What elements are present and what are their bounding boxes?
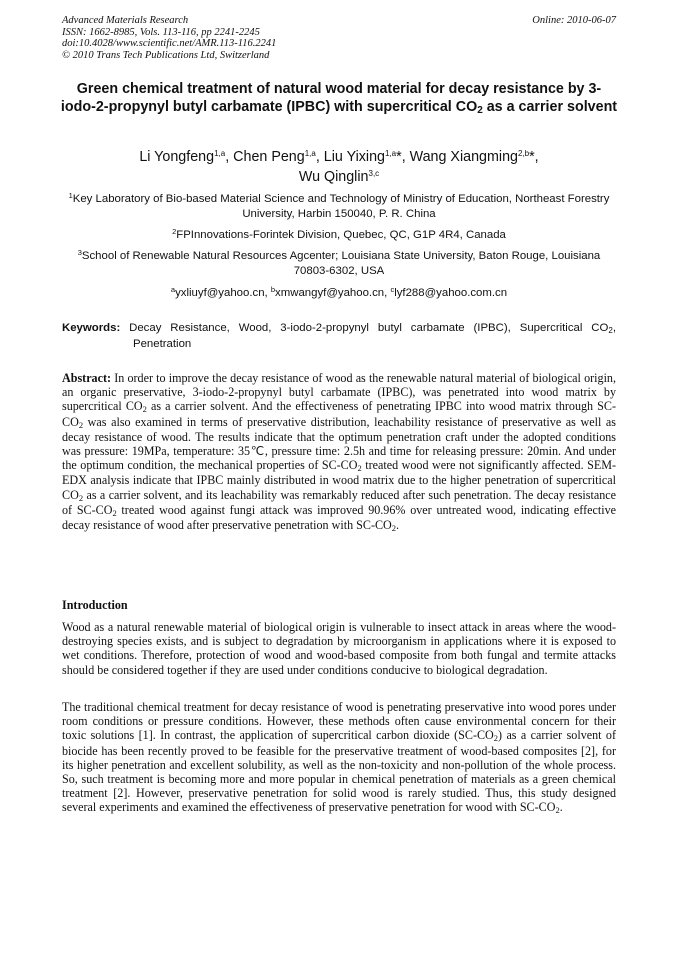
author-affiliation-mark: 2,b <box>517 149 530 158</box>
email-address[interactable]: xmwangyf@yahoo.cn, <box>275 287 391 299</box>
journal-name: Advanced Materials Research <box>62 15 189 26</box>
doi-line: doi:10.4028/www.scientific.net/AMR.113-116.2241 <box>62 38 277 50</box>
subscript: 2 <box>555 805 560 816</box>
online-date: Online: 2010-06-07 <box>532 15 616 26</box>
text-run: as a carrier solvent, and its leachability was remarkably reduced after such penetration. The decay resistance of SC-CO <box>62 487 616 517</box>
text-run: . <box>559 800 563 815</box>
email-address[interactable]: yxliuyf@yahoo.cn, <box>175 287 271 299</box>
author-separator: *, <box>529 149 539 165</box>
subscript: 2 <box>493 733 499 744</box>
affiliation-2 <box>62 228 616 243</box>
affiliation-text: Key Laboratory of Bio-based Material Science and Technology of Ministry of Education, Northeast Forestry University, Harbin 150040, P. R. China <box>72 193 610 221</box>
email-list <box>62 286 616 301</box>
email-address[interactable]: lyf288@yahoo.com.cn <box>394 287 508 299</box>
author-list <box>70 148 608 188</box>
author-name: Wu Qinglin <box>298 169 369 185</box>
text-run: . <box>396 518 400 533</box>
title-subscript: 2 <box>477 104 483 116</box>
affiliation-mark: 2 <box>172 227 177 236</box>
author-name: Chen Peng <box>233 149 305 165</box>
affiliation-text: School of Renewable Natural Resources Agcenter; Louisiana State University, Baton Rouge, Louisiana 70803-6302, USA <box>81 250 601 278</box>
subscript: 2 <box>142 404 147 415</box>
keywords-subscript: 2 <box>608 326 613 335</box>
affiliation-1 <box>62 192 616 222</box>
text-run: treated wood against fungi attack was improved 90.96% over untreated wood, indicating effective decay resistance of wood after preservative penetration with SC-CO <box>62 502 616 533</box>
paragraph-body <box>62 620 616 677</box>
keywords <box>62 321 616 351</box>
subscript: 2 <box>391 523 397 534</box>
keywords-text: Decay Resistance, Wood, 3-iodo-2-propynyl butyl carbamate (IPBC), Supercritical CO <box>120 322 609 334</box>
affiliation-mark: 3 <box>77 248 82 257</box>
subscript: 2 <box>112 507 117 518</box>
text-run: ) as a carrier solvent of biocide has been recently proved to be feasible for the preservative treatment of wood-based composites [2], for its higher penetration and excellent solubility, as well as the non-toxicity and non-pollution of the whole process. So, such treatment is becoming more and more popular in chemical penetration of materials as a green chemical treatment [2]. However, preservative penetration for solid wood is rarely studied. Thus, this study designed several experiments and examined the effectiveness of preservative penetration for wood with SC-CO <box>62 728 616 815</box>
email-mark: a <box>170 285 176 294</box>
subscript: 2 <box>357 463 362 474</box>
keywords-text: , Penetration <box>133 322 616 350</box>
abstract-label: Abstract: <box>62 371 112 385</box>
author-separator: , <box>225 149 234 165</box>
author-name: Li Yongfeng <box>139 149 215 165</box>
subscript: 2 <box>78 419 84 430</box>
author-separator: *, <box>396 149 410 165</box>
introduction-paragraph-2 <box>62 700 616 816</box>
abstract-paragraph <box>62 371 616 533</box>
copyright-line: © 2010 Trans Tech Publications Ltd, Switzerland <box>62 49 270 61</box>
text-run: as a carrier solvent. And the effectiveness of penetrating IPBC into wood matrix through SC-CO <box>62 399 616 429</box>
affiliation-mark: 1 <box>68 191 73 200</box>
title-part-2: as a carrier solvent <box>482 98 618 115</box>
keywords-label: Keywords: <box>62 322 121 334</box>
text-run: treated wood were not significantly affected. SEM-EDX analysis indicate that IPBC mainly distributed in wood matrix due to the higher penetration of supercritical CO <box>62 458 616 502</box>
author-separator: , <box>315 149 324 165</box>
author-name: Wang Xiangming <box>409 149 518 165</box>
author-affiliation-mark: 1,a <box>304 149 316 158</box>
affiliation-3 <box>62 249 616 279</box>
abstract <box>62 371 616 533</box>
author-affiliation-mark: 3,c <box>368 169 380 178</box>
abstract-body <box>62 371 616 532</box>
introduction-paragraph-1 <box>62 620 616 677</box>
email-mark: b <box>270 285 276 294</box>
subscript: 2 <box>78 492 84 503</box>
affiliation-text: FPInnovations-Forintek Division, Quebec, QC, G1P 4R4, Canada <box>176 229 506 241</box>
text-run: Wood as a natural renewable material of biological origin is vulnerable to insect attack in areas where the wood-destroying species exists, and is subject to degradation by microorganism in applications where it is exposed to wet conditions. Therefore, protection of wood and wood-based composite from both fungal and termite attacks should be considered together if they are used under conditions conducive to biological degradation. <box>62 620 616 677</box>
author-affiliation-mark: 1,a <box>214 149 226 158</box>
email-mark: c <box>390 285 395 294</box>
paper-title <box>60 81 618 117</box>
text-run: The traditional chemical treatment for decay resistance of wood is penetrating preservative into wood pores under room conditions or pressure conditions. However, these methods often cause environmental concern for their toxic solutions [1]. In contrast, the application of supercritical carbon dioxide (SC-CO <box>62 700 616 743</box>
author-name: Liu Yixing <box>323 149 385 165</box>
journal-header <box>62 15 462 61</box>
author-affiliation-mark: 1,a <box>385 149 397 158</box>
section-heading-introduction: Introduction <box>62 598 128 612</box>
title-part-1: Green chemical treatment of natural wood material for decay resistance by 3-iodo-2-propynyl butyl carbamate (IPBC) with supercritical CO <box>60 81 602 115</box>
text-run: In order to improve the decay resistance of wood as the renewable natural material of biological origin, an organic preservative, 3-iodo-2-propynyl butyl carbamate (IPBC), was penetrated into wood matrix by supercritical CO <box>62 371 616 414</box>
paragraph-body <box>62 700 616 816</box>
text-run: was also examined in terms of preservative distribution, leachability resistance of preservative as well as decay resistance of wood. The results indicate that the optimum penetration craft under the adopted conditions was pressure: 19MPa, temperature: 35℃, pressure time: 2.5h and time for releasing pressure: 20min. And under the optimum condition, the mechanical properties of SC-CO <box>62 414 616 473</box>
issn-line: ISSN: 1662-8985, Vols. 113-116, pp 2241-2245 <box>62 26 260 38</box>
